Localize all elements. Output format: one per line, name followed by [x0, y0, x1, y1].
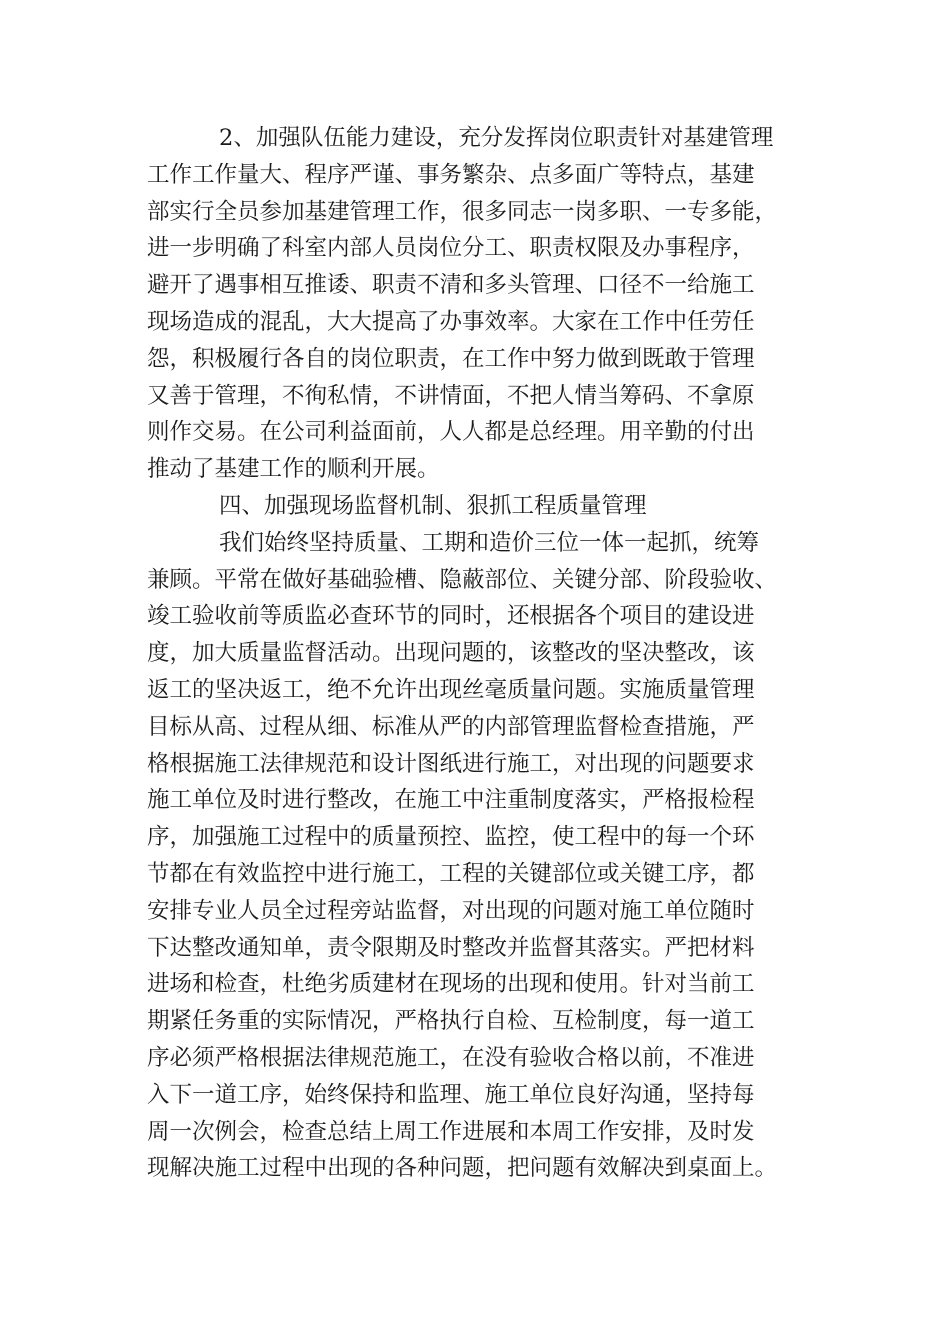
paragraph-line: 返工的坚决返工，绝不允许出现丝毫质量问题。实施质量管理	[147, 676, 755, 703]
paragraph-line: 施工单位及时进行整改，在施工中注重制度落实，严格报检程	[147, 787, 755, 814]
paragraph-line: 怨，积极履行各自的岗位职责，在工作中努力做到既敢于管理	[147, 345, 755, 372]
paragraph-line: 又善于管理，不徇私情，不讲情面，不把人情当筹码、不拿原	[147, 382, 755, 409]
paragraph-line: 推动了基建工作的顺利开展。	[147, 456, 440, 483]
paragraph-line: 安排专业人员全过程旁站监督，对出现的问题对施工单位随时	[147, 897, 755, 924]
document-body	[147, 120, 807, 1187]
paragraph-line: 2、加强队伍能力建设，充分发挥岗位职责针对基建管理	[219, 125, 774, 151]
paragraph-quality-management	[147, 525, 807, 1187]
paragraph-line: 则作交易。在公司利益面前，人人都是总经理。用辛勤的付出	[147, 419, 755, 446]
paragraph-line: 工作工作量大、程序严谨、事务繁杂、点多面广等特点，基建	[147, 161, 755, 188]
paragraph-line: 周一次例会，检查总结上周工作进展和本周工作安排，及时发	[147, 1118, 755, 1145]
paragraph-line: 进一步明确了科室内部人员岗位分工、职责权限及办事程序，	[147, 235, 755, 262]
paragraph-line: 竣工验收前等质监必查环节的同时，还根据各个项目的建设进	[147, 603, 755, 630]
paragraph-line: 格根据施工法律规范和设计图纸进行施工，对出现的问题要求	[147, 750, 755, 777]
paragraph-line: 进场和检查，杜绝劣质建材在现场的出现和使用。针对当前工	[147, 971, 755, 998]
paragraph-line: 兼顾。平常在做好基础验槽、隐蔽部位、关键分部、阶段验收、	[147, 566, 778, 593]
paragraph-line: 避开了遇事相互推诿、职责不清和多头管理、口径不一给施工	[147, 272, 755, 299]
paragraph-line: 目标从高、过程从细、标准从严的内部管理监督检查措施，严	[147, 713, 755, 740]
paragraph-line: 序必须严格根据法律规范施工，在没有验收合格以前，不准进	[147, 1044, 755, 1071]
paragraph-line: 部实行全员参加基建管理工作，很多同志一岗多职、一专多能，	[147, 198, 778, 225]
paragraph-line: 现场造成的混乱，大大提高了办事效率。大家在工作中任劳任	[147, 308, 755, 335]
section-heading: 四、加强现场监督机制、狠抓工程质量管理	[219, 492, 647, 519]
paragraph-line: 节都在有效监控中进行施工，工程的关键部位或关键工序，都	[147, 860, 755, 887]
paragraph-line: 度，加大质量监督活动。出现问题的，该整改的坚决整改，该	[147, 640, 755, 667]
paragraph-line: 入下一道工序，始终保持和监理、施工单位良好沟通，坚持每	[147, 1081, 755, 1108]
paragraph-line: 下达整改通知单，责令限期及时整改并监督其落实。严把材料	[147, 934, 755, 961]
paragraph-line: 期紧任务重的实际情况，严格执行自检、互检制度，每一道工	[147, 1008, 755, 1035]
paragraph-capacity-building	[147, 120, 807, 488]
paragraph-line: 序，加强施工过程中的质量预控、监控，使工程中的每一个环	[147, 824, 755, 851]
paragraph-line: 现解决施工过程中出现的各种问题，把问题有效解决到桌面上。	[147, 1155, 778, 1182]
paragraph-line: 我们始终坚持质量、工期和造价三位一体一起抓，统筹	[219, 529, 760, 556]
